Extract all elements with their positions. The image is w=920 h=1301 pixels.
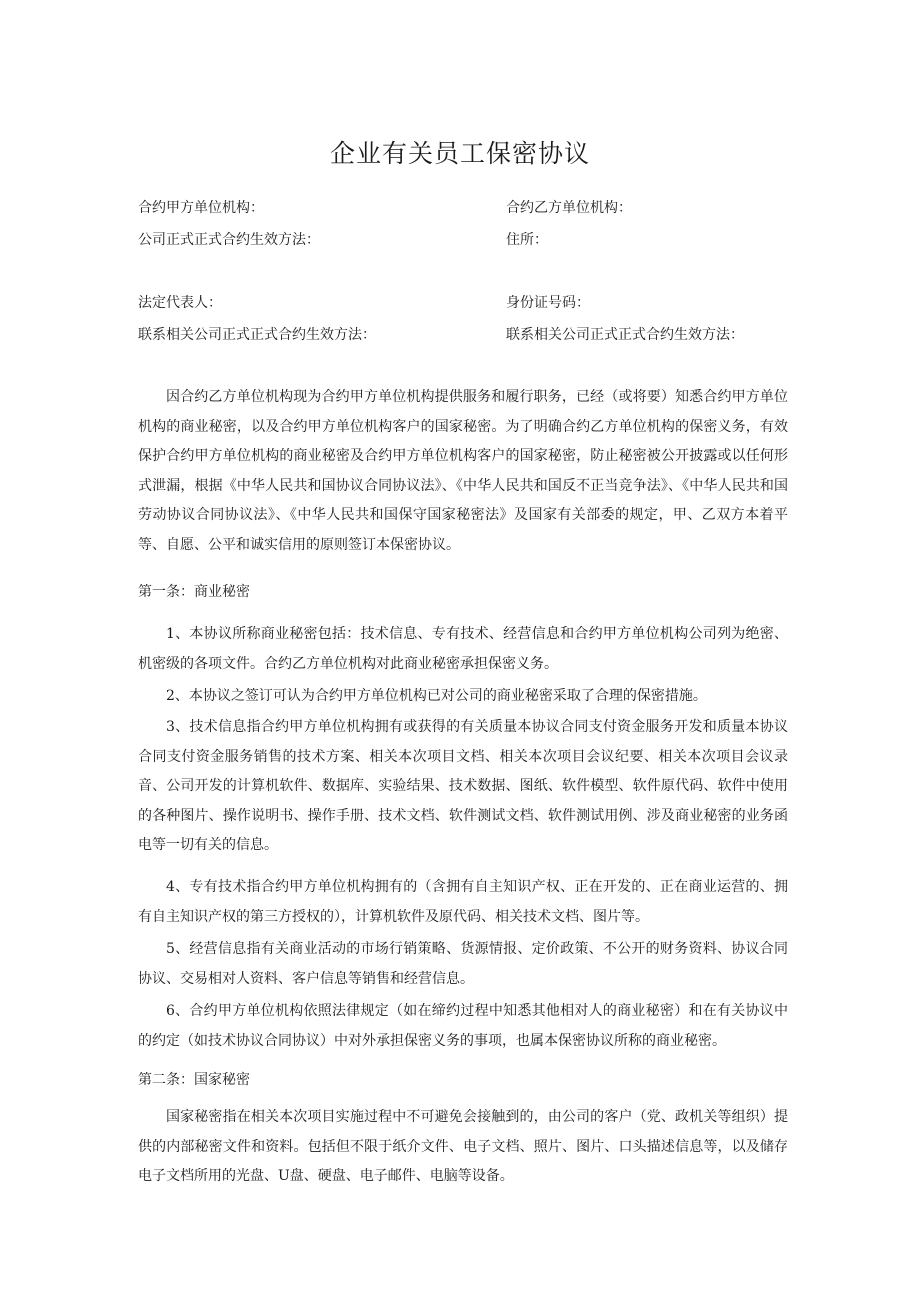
party-row-1 [138, 196, 798, 220]
article-1-item-1: 1、本协议所称商业秘密包括：技术信息、专有技术、经营信息和合约甲方单位机构公司列为绝密、机密级的各项文件。合约乙方单位机构对此商业秘密承担保密义务。 [138, 626, 788, 672]
party-b-contact-label: 联系相关公司正式正式合约生效方法： [506, 327, 744, 343]
article-1-item-4: 4、专有技术指合约甲方单位机构拥有的（含拥有自主知识产权、正在开发的、正在商业运营的、拥有自主知识产权的第三方授权的），计算机软件及原代码、相关技术文档、图片等。 [138, 879, 788, 925]
article-1-item-3: 3、技术信息指合约甲方单位机构拥有或获得的有关质量本协议合同支付资金服务开发和质量本协议合同支付资金服务销售的技术方案、相关本次项目文档、相关本次项目会议纪要、相关本次项目会议录音、公司开发的计算机软件、数据库、实验结果、技术数据、图纸、软件模型、软件原代码、软件中使用的各种图片、操作说明书、操作手册、技术文档、软件测试文档、软件测试用例、涉及商业秘密的业务函电等一切有关的信息。 [138, 719, 788, 854]
article-1-item-2: 2、本协议之签订可认为合约甲方单位机构已对公司的商业秘密采取了合理的保密措施。 [166, 688, 707, 704]
party-row-2 [138, 228, 798, 252]
article-1-heading: 第一条：商业秘密 [138, 584, 250, 600]
party-b-address-label: 住所： [506, 232, 548, 248]
legal-representative-label: 法定代表人： [138, 295, 222, 311]
party-row-4 [138, 323, 798, 347]
article-2-heading: 第二条：国家秘密 [138, 1072, 250, 1088]
document-title: 企业有关员工保密协议 [329, 139, 590, 168]
article-1-item-5: 5、经营信息指有关商业活动的市场行销策略、货源情报、定价政策、不公开的财务资料、协议合同协议、交易相对人资料、客户信息等销售和经营信息。 [138, 941, 788, 987]
party-a-effective-method: 公司正式正式合约生效方法： [138, 232, 320, 248]
id-number-label: 身份证号码： [506, 295, 590, 311]
article-2-paragraph: 国家秘密指在相关本次项目实施过程中不可避免会接触到的，由公司的客户（党、政机关等组织）提供的内部秘密文件和资料。包括但不限于纸介文件、电子文档、照片、图片、口头描述信息等，以及储存电子文档所用的光盘、U盘、硬盘、电子邮件、电脑等设备。 [138, 1109, 788, 1185]
article-1-item-6: 6、合约甲方单位机构依照法律规定（如在缔约过程中知悉其他相对人的商业秘密）和在有关协议中的约定（如技术协议合同协议）中对外承担保密义务的事项，也属本保密协议所称的商业秘密。 [138, 1003, 788, 1049]
party-row-3 [138, 291, 798, 315]
party-b-label: 合约乙方单位机构： [506, 200, 632, 216]
party-a-label: 合约甲方单位机构： [138, 200, 264, 216]
party-a-contact-label: 联系相关公司正式正式合约生效方法： [138, 327, 376, 343]
preamble-paragraph: 因合约乙方单位机构现为合约甲方单位机构提供服务和履行职务，已经（或将要）知悉合约甲方单位机构的商业秘密，以及合约甲方单位机构客户的国家秘密。为了明确合约乙方单位机构的保密义务，有效保护合约甲方单位机构的商业秘密及合约甲方单位机构客户的国家秘密，防止秘密被公开披露或以任何形式泄漏，根据《中华人民共和国协议合同协议法》、《中华人民共和国反不正当竞争法》、《中华人民共和国劳动协议合同协议法》、《中华人民共和国保守国家秘密法》及国家有关部委的规定，甲、乙双方本着平等、自愿、公平和诚实信用的原则签订本保密协议。 [138, 389, 788, 553]
